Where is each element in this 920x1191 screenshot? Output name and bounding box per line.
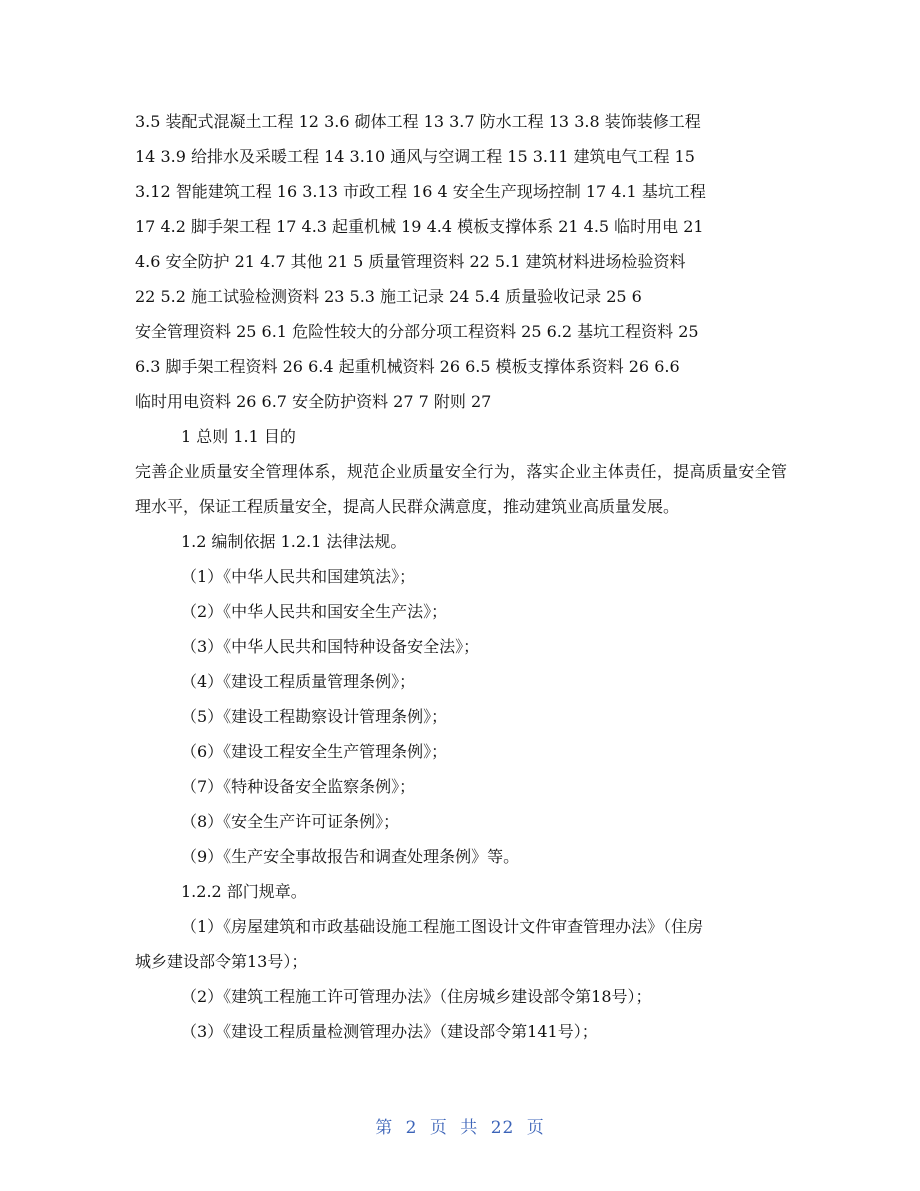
- list-item: （2）《建筑工程施工许可管理办法》（住房城乡建设部令第18号）；: [181, 987, 652, 1006]
- laws-list: [135, 559, 787, 874]
- toc-line: 6.3 脚手架工程资料 26 6.4 起重机械资料 26 6.5 模板支撑体系资料 26 6.6: [135, 357, 680, 376]
- toc-line: 14 3.9 给排水及采暖工程 14 3.10 通风与空调工程 15 3.11 建筑电气工程 15: [135, 147, 695, 166]
- table-of-contents: [135, 104, 787, 419]
- list-item: （6）《建设工程安全生产管理条例》；: [181, 742, 448, 761]
- toc-line: 3.5 装配式混凝土工程 12 3.6 砌体工程 13 3.7 防水工程 13 3.8 装饰装修工程: [135, 112, 701, 131]
- footer-page-word: 页: [429, 1118, 448, 1138]
- toc-line: 3.12 智能建筑工程 16 3.13 市政工程 16 4 安全生产现场控制 17 4.1 基坑工程: [135, 182, 706, 201]
- footer-prefix: 第: [375, 1118, 394, 1138]
- page-content: [135, 104, 787, 1049]
- list-item: （8）《安全生产许可证条例》；: [181, 812, 400, 831]
- list-item: （5）《建设工程勘察设计管理条例》；: [181, 707, 448, 726]
- list-item: （3）《中华人民共和国特种设备安全法》；: [181, 637, 480, 656]
- footer-current-page: 2: [405, 1118, 418, 1138]
- section-1-1-paragraph: 完善企业质量安全管理体系，规范企业质量安全行为，落实企业主体责任，提高质量安全管理水平，保证工程质量安全，提高人民群众满意度，推动建筑业高质量发展。: [135, 462, 787, 516]
- list-item: （9）《生产安全事故报告和调查处理条例》等。: [181, 847, 520, 866]
- footer-total-word: 共: [460, 1118, 479, 1138]
- section-1-2-2-heading: 1.2.2 部门规章。: [181, 882, 307, 901]
- page-footer: [0, 1113, 920, 1138]
- list-item: （2）《中华人民共和国安全生产法》；: [181, 602, 448, 621]
- footer-total-pages: 22: [490, 1118, 515, 1138]
- list-item-continuation: 城乡建设部令第13号）；: [135, 952, 308, 971]
- section-1-2-heading: 1.2 编制依据 1.2.1 法律法规。: [181, 532, 407, 551]
- list-item: （7）《特种设备安全监察条例》；: [181, 777, 416, 796]
- list-item: （1）《房屋建筑和市政基础设施工程施工图设计文件审查管理办法》（住房: [181, 917, 704, 936]
- toc-line: 22 5.2 施工试验检测资料 23 5.3 施工记录 24 5.4 质量验收记录 25 6: [135, 287, 642, 306]
- toc-line: 17 4.2 脚手架工程 17 4.3 起重机械 19 4.4 模板支撑体系 21 4.5 临时用电 21: [135, 217, 704, 236]
- section-1-heading: 1 总则 1.1 目的: [181, 427, 296, 446]
- footer-suffix: 页: [526, 1118, 545, 1138]
- toc-line: 4.6 安全防护 21 4.7 其他 21 5 质量管理资料 22 5.1 建筑材料进场检验资料: [135, 252, 686, 271]
- list-item: （1）《中华人民共和国建筑法》；: [181, 567, 416, 586]
- toc-line: 安全管理资料 25 6.1 危险性较大的分部分项工程资料 25 6.2 基坑工程资料 25: [135, 322, 699, 341]
- list-item: （3）《建设工程质量检测管理办法》（建设部令第141号）；: [181, 1022, 598, 1041]
- rules-list: [135, 909, 787, 1049]
- list-item: （4）《建设工程质量管理条例》；: [181, 672, 416, 691]
- toc-line: 临时用电资料 26 6.7 安全防护资料 27 7 附则 27: [135, 392, 492, 411]
